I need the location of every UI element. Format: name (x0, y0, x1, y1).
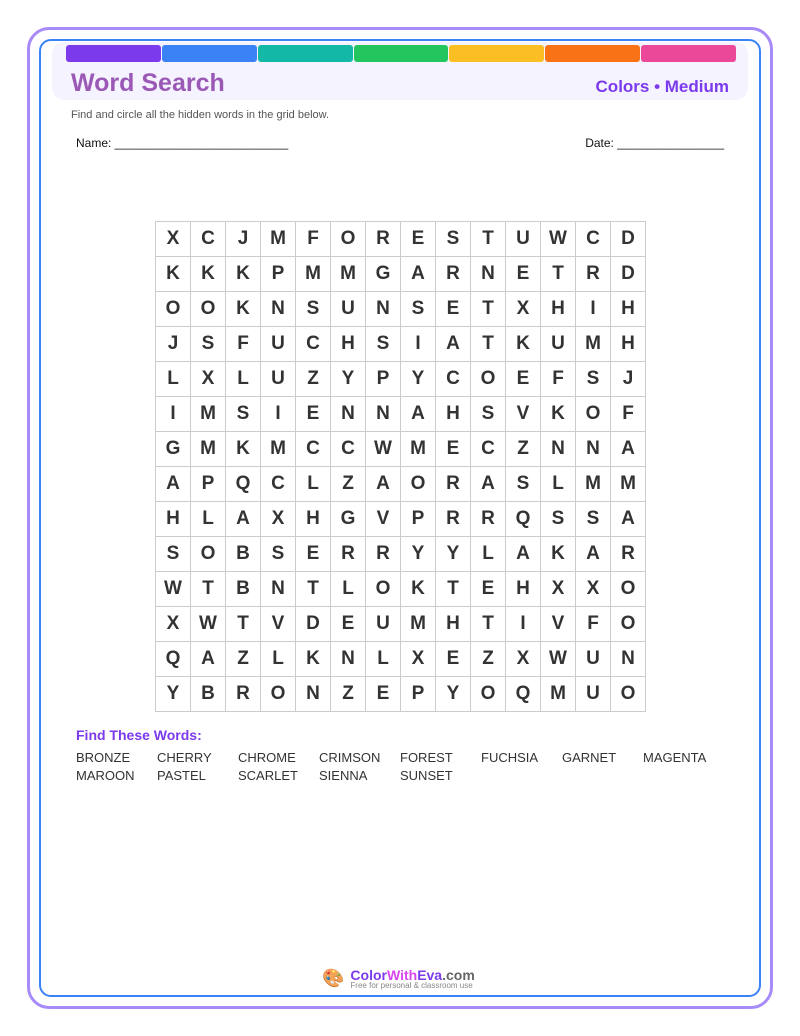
grid-cell[interactable]: M (331, 257, 366, 292)
grid-cell[interactable]: S (226, 397, 261, 432)
grid-cell[interactable]: X (156, 607, 191, 642)
grid-cell[interactable]: T (471, 607, 506, 642)
grid-cell[interactable]: V (366, 502, 401, 537)
word-item: GARNET (562, 750, 617, 765)
grid-cell[interactable]: C (296, 432, 331, 467)
grid-cell[interactable]: W (541, 222, 576, 257)
grid-cell[interactable]: A (471, 467, 506, 502)
grid-cell[interactable]: Y (156, 677, 191, 712)
grid-cell[interactable]: J (226, 222, 261, 257)
word-item: FOREST (400, 750, 453, 765)
grid-cell[interactable]: R (436, 502, 471, 537)
grid-cell[interactable]: U (541, 327, 576, 362)
grid-cell[interactable]: T (471, 327, 506, 362)
grid-cell[interactable]: Y (401, 362, 436, 397)
grid-cell[interactable]: M (261, 432, 296, 467)
grid-cell[interactable]: C (261, 467, 296, 502)
grid-cell[interactable]: O (401, 467, 436, 502)
grid-cell[interactable]: N (331, 642, 366, 677)
grid-cell[interactable]: P (401, 502, 436, 537)
word-item: CHERRY (157, 750, 212, 765)
grid-cell[interactable]: L (226, 362, 261, 397)
grid-cell[interactable]: E (401, 222, 436, 257)
grid-cell[interactable]: M (191, 397, 226, 432)
grid-cell[interactable]: E (471, 572, 506, 607)
grid-cell[interactable]: S (401, 292, 436, 327)
grid-cell[interactable]: H (436, 607, 471, 642)
grid-cell[interactable]: Z (506, 432, 541, 467)
grid-cell[interactable]: N (261, 292, 296, 327)
grid-cell[interactable]: K (296, 642, 331, 677)
grid-cell[interactable]: T (471, 222, 506, 257)
letter-grid (155, 221, 646, 712)
grid-cell[interactable]: U (331, 292, 366, 327)
grid-cell[interactable]: X (191, 362, 226, 397)
puzzle-theme: Colors • Medium (595, 77, 729, 96)
grid-cell[interactable]: U (261, 327, 296, 362)
grid-cell[interactable]: L (156, 362, 191, 397)
grid-cell[interactable]: S (576, 362, 611, 397)
grid-cell[interactable]: M (576, 327, 611, 362)
grid-cell[interactable]: B (191, 677, 226, 712)
grid-cell[interactable]: W (156, 572, 191, 607)
grid-cell[interactable]: A (401, 397, 436, 432)
grid-cell[interactable]: Q (226, 467, 261, 502)
grid-cell[interactable]: M (261, 222, 296, 257)
grid-cell[interactable]: R (331, 537, 366, 572)
grid-cell[interactable]: K (226, 257, 261, 292)
grid-cell[interactable]: M (541, 677, 576, 712)
grid-cell[interactable]: U (506, 222, 541, 257)
grid-cell[interactable]: O (156, 292, 191, 327)
color-stripe (545, 45, 640, 62)
grid-cell[interactable]: X (576, 572, 611, 607)
grid-cell[interactable]: M (611, 467, 646, 502)
grid-cell[interactable]: W (366, 432, 401, 467)
grid-cell[interactable]: D (296, 607, 331, 642)
grid-cell[interactable]: V (261, 607, 296, 642)
word-item: MAGENTA (643, 750, 707, 765)
grid-cell[interactable]: T (296, 572, 331, 607)
grid-cell[interactable]: P (401, 677, 436, 712)
grid-cell[interactable]: L (471, 537, 506, 572)
grid-cell[interactable]: S (506, 467, 541, 502)
grid-cell[interactable]: S (156, 537, 191, 572)
grid-cell[interactable]: X (506, 292, 541, 327)
grid-cell[interactable]: R (576, 257, 611, 292)
grid-cell[interactable]: Q (156, 642, 191, 677)
grid-cell[interactable]: N (331, 397, 366, 432)
grid-cell[interactable]: G (366, 257, 401, 292)
grid-cell[interactable]: I (576, 292, 611, 327)
grid-cell[interactable]: O (191, 292, 226, 327)
grid-cell[interactable]: P (191, 467, 226, 502)
grid-cell[interactable]: V (506, 397, 541, 432)
grid-cell[interactable]: A (506, 537, 541, 572)
grid-cell[interactable]: N (261, 572, 296, 607)
grid-cell[interactable]: O (191, 537, 226, 572)
word-item: FUCHSIA (481, 750, 539, 765)
grid-cell[interactable]: O (576, 397, 611, 432)
grid-cell[interactable]: S (366, 327, 401, 362)
grid-cell[interactable]: R (471, 502, 506, 537)
grid-cell[interactable]: K (226, 292, 261, 327)
grid-cell[interactable]: L (191, 502, 226, 537)
grid-cell[interactable]: K (226, 432, 261, 467)
grid-cell[interactable]: R (366, 222, 401, 257)
grid-cell[interactable]: E (436, 292, 471, 327)
grid-cell[interactable]: N (611, 642, 646, 677)
page-title: Word Search (71, 69, 225, 97)
grid-cell[interactable]: E (506, 362, 541, 397)
grid-cell[interactable]: H (331, 327, 366, 362)
grid-cell[interactable]: R (436, 257, 471, 292)
grid-cell[interactable]: L (261, 642, 296, 677)
grid-cell[interactable]: M (401, 432, 436, 467)
word-item: CHROME (238, 750, 296, 765)
grid-cell[interactable]: O (611, 572, 646, 607)
grid-cell[interactable]: P (261, 257, 296, 292)
color-stripe (162, 45, 257, 62)
grid-cell[interactable]: V (541, 607, 576, 642)
grid-cell[interactable]: U (576, 642, 611, 677)
word-item: SUNSET (400, 768, 453, 783)
grid-cell[interactable]: C (296, 327, 331, 362)
grid-cell[interactable]: Z (331, 677, 366, 712)
grid-cell[interactable]: N (471, 257, 506, 292)
grid-cell[interactable]: E (296, 397, 331, 432)
grid-cell[interactable]: D (611, 222, 646, 257)
grid-cell[interactable]: H (506, 572, 541, 607)
tagline: Free for personal & classroom use (350, 981, 473, 990)
brand-name: ColorWithEva.com (350, 967, 475, 983)
grid-cell[interactable]: R (366, 537, 401, 572)
grid-cell[interactable]: O (366, 572, 401, 607)
grid-cell[interactable]: C (191, 222, 226, 257)
grid-cell[interactable]: E (436, 642, 471, 677)
grid-cell[interactable]: S (471, 397, 506, 432)
grid-cell[interactable]: Y (331, 362, 366, 397)
grid-cell[interactable]: S (296, 292, 331, 327)
color-stripe (258, 45, 353, 62)
grid-cell[interactable]: O (471, 677, 506, 712)
grid-cell[interactable]: A (226, 502, 261, 537)
grid-cell[interactable]: O (611, 677, 646, 712)
words-heading: Find These Words: (76, 727, 202, 743)
grid-cell[interactable]: A (611, 432, 646, 467)
grid-cell[interactable]: Q (506, 677, 541, 712)
grid-cell[interactable]: Y (401, 537, 436, 572)
grid-cell[interactable]: Z (296, 362, 331, 397)
grid-cell[interactable]: L (296, 467, 331, 502)
grid-cell[interactable]: S (436, 222, 471, 257)
palette-icon: 🎨 (322, 968, 345, 988)
grid-cell[interactable]: R (611, 537, 646, 572)
grid-cell[interactable]: U (366, 607, 401, 642)
grid-cell[interactable]: A (576, 537, 611, 572)
name-field: Name: __________________________ (76, 136, 289, 150)
grid-cell[interactable]: B (226, 537, 261, 572)
grid-cell[interactable]: I (401, 327, 436, 362)
grid-cell[interactable]: E (331, 607, 366, 642)
grid-cell[interactable]: C (576, 222, 611, 257)
grid-cell[interactable]: F (296, 222, 331, 257)
grid-cell[interactable]: F (541, 362, 576, 397)
grid-cell[interactable]: M (401, 607, 436, 642)
grid-cell[interactable]: J (611, 362, 646, 397)
grid-cell[interactable]: K (191, 257, 226, 292)
grid-cell[interactable]: H (611, 327, 646, 362)
grid-cell[interactable]: I (156, 397, 191, 432)
grid-cell[interactable]: P (366, 362, 401, 397)
grid-cell[interactable]: J (156, 327, 191, 362)
grid-cell[interactable]: M (296, 257, 331, 292)
grid-cell[interactable]: B (226, 572, 261, 607)
grid-cell[interactable]: S (191, 327, 226, 362)
grid-cell[interactable]: N (296, 677, 331, 712)
grid-cell[interactable]: H (541, 292, 576, 327)
grid-cell[interactable]: I (261, 397, 296, 432)
grid-cell[interactable]: N (366, 292, 401, 327)
grid-cell[interactable]: T (436, 572, 471, 607)
grid-cell[interactable]: A (366, 467, 401, 502)
grid-cell[interactable]: T (191, 572, 226, 607)
color-stripe (66, 45, 161, 62)
grid-cell[interactable]: H (156, 502, 191, 537)
grid-cell[interactable]: N (366, 397, 401, 432)
word-list (76, 750, 724, 783)
grid-cell[interactable]: Z (226, 642, 261, 677)
grid-cell[interactable]: R (226, 677, 261, 712)
color-stripes (66, 45, 736, 62)
grid-cell[interactable]: M (576, 467, 611, 502)
grid-cell[interactable]: E (436, 432, 471, 467)
grid-cell[interactable]: K (156, 257, 191, 292)
footer-logo (322, 967, 475, 990)
grid-cell[interactable]: T (471, 292, 506, 327)
color-stripe (641, 45, 736, 62)
grid-cell[interactable]: A (191, 642, 226, 677)
word-item: PASTEL (157, 768, 206, 783)
grid-cell[interactable]: X (506, 642, 541, 677)
grid-cell[interactable]: H (611, 292, 646, 327)
grid-cell[interactable]: C (331, 432, 366, 467)
grid-cell[interactable]: S (576, 502, 611, 537)
grid-cell[interactable]: L (366, 642, 401, 677)
grid-cell[interactable]: X (261, 502, 296, 537)
grid-cell[interactable]: Y (436, 677, 471, 712)
instructions: Find and circle all the hidden words in the grid below. (71, 109, 330, 121)
grid-cell[interactable]: Z (331, 467, 366, 502)
grid-cell[interactable]: E (506, 257, 541, 292)
grid-cell[interactable]: G (156, 432, 191, 467)
color-stripe (354, 45, 449, 62)
grid-cell[interactable]: F (226, 327, 261, 362)
grid-cell[interactable]: X (541, 572, 576, 607)
word-item: BRONZE (76, 750, 131, 765)
grid-cell[interactable]: O (611, 607, 646, 642)
grid-cell[interactable]: N (541, 432, 576, 467)
grid-cell[interactable]: Q (506, 502, 541, 537)
grid-cell[interactable]: E (366, 677, 401, 712)
grid-cell[interactable]: T (541, 257, 576, 292)
grid-cell[interactable]: U (261, 362, 296, 397)
grid-cell[interactable]: K (541, 397, 576, 432)
grid-cell[interactable]: N (576, 432, 611, 467)
grid-cell[interactable]: K (541, 537, 576, 572)
word-item: SIENNA (319, 768, 368, 783)
grid-cell[interactable]: S (261, 537, 296, 572)
grid-cell[interactable]: E (296, 537, 331, 572)
grid-cell[interactable]: O (471, 362, 506, 397)
date-field: Date: ________________ (585, 136, 724, 150)
grid-cell[interactable]: F (611, 397, 646, 432)
grid-cell[interactable]: C (436, 362, 471, 397)
grid-cell[interactable]: O (261, 677, 296, 712)
grid-cell[interactable]: X (401, 642, 436, 677)
grid-cell[interactable]: Z (471, 642, 506, 677)
grid-cell[interactable]: C (471, 432, 506, 467)
grid-cell[interactable]: Y (436, 537, 471, 572)
grid-cell[interactable]: K (506, 327, 541, 362)
grid-cell[interactable]: A (436, 327, 471, 362)
grid-cell[interactable]: S (541, 502, 576, 537)
grid-cell[interactable]: L (331, 572, 366, 607)
grid-cell[interactable]: K (401, 572, 436, 607)
grid-cell[interactable]: F (576, 607, 611, 642)
grid-cell[interactable]: T (226, 607, 261, 642)
word-item: MAROON (76, 768, 135, 783)
grid-cell[interactable]: G (331, 502, 366, 537)
grid-cell[interactable]: D (611, 257, 646, 292)
grid-cell[interactable]: W (191, 607, 226, 642)
color-stripe (449, 45, 544, 62)
grid-cell[interactable]: U (576, 677, 611, 712)
grid-cell[interactable]: A (156, 467, 191, 502)
grid-cell[interactable]: I (506, 607, 541, 642)
grid-cell[interactable]: H (436, 397, 471, 432)
grid-cell[interactable]: A (401, 257, 436, 292)
grid-cell[interactable]: R (436, 467, 471, 502)
grid-cell[interactable]: X (156, 222, 191, 257)
grid-cell[interactable]: A (611, 502, 646, 537)
grid-cell[interactable]: O (331, 222, 366, 257)
word-item: CRIMSON (319, 750, 381, 765)
word-item: SCARLET (238, 768, 298, 783)
grid-cell[interactable]: L (541, 467, 576, 502)
grid-cell[interactable]: W (541, 642, 576, 677)
grid-cell[interactable]: H (296, 502, 331, 537)
grid-cell[interactable]: M (191, 432, 226, 467)
